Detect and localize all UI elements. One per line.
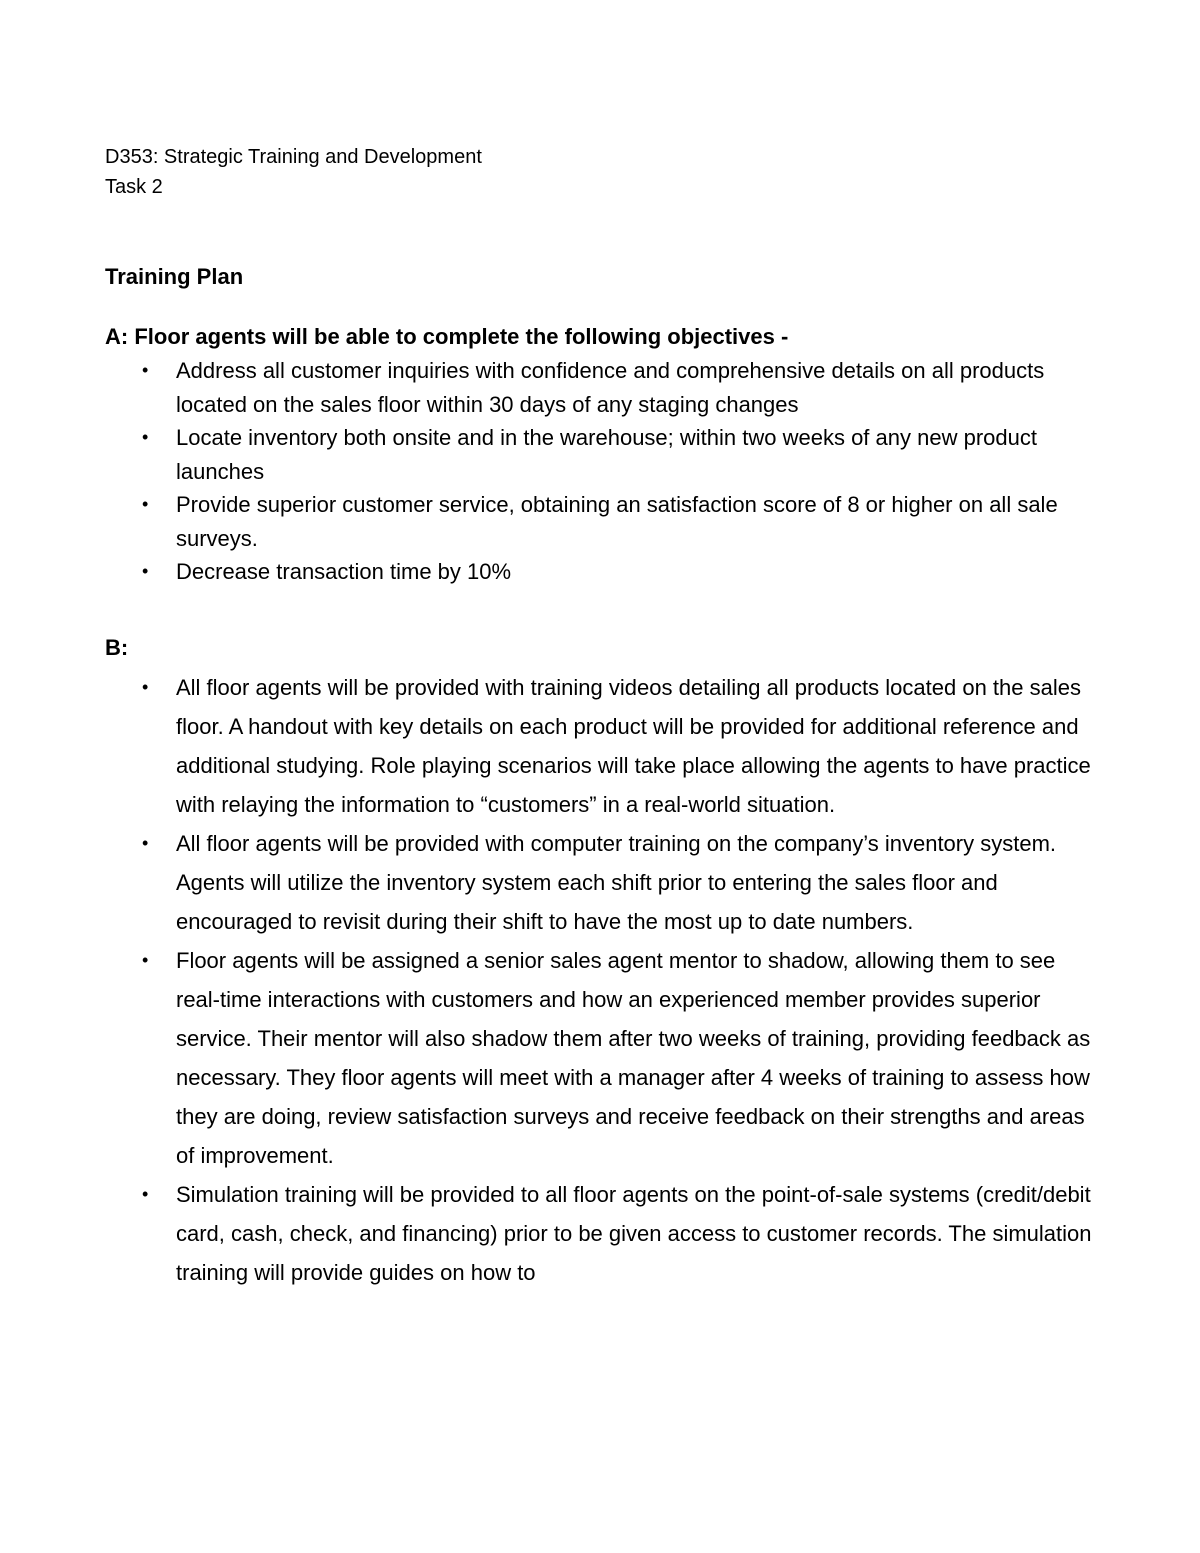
bullet-icon: • (142, 949, 149, 970)
section-a-list (105, 354, 1100, 589)
bullet-icon: • (142, 427, 149, 447)
section-a-heading: A: Floor agents will be able to complete the following objectives - (105, 324, 789, 349)
list-item-text: Decrease transaction time by 10% (176, 559, 512, 584)
list-item-text: All floor agents will be provided with training videos detailing all products located on the sales floor. A handout with key details on each product will be provided for additional reference and additional studying. Role playing scenarios will take place allowing the agents to have practice with relaying the information to “customers” in a real-world situation. (176, 674, 1091, 817)
list-item (105, 488, 1100, 555)
list-item-text: Locate inventory both onsite and in the warehouse; within two weeks of any new product launches (176, 425, 1037, 484)
bullet-icon: • (142, 561, 149, 581)
section-b-heading: B: (105, 634, 129, 660)
bullet-icon: • (142, 832, 149, 853)
bullet-icon: • (142, 494, 149, 514)
list-item-text: Address all customer inquiries with confidence and comprehensive details on all products located on the sales floor within 30 days of any staging changes (176, 358, 1045, 417)
task-label: Task 2 (105, 176, 163, 198)
bullet-icon: • (142, 360, 149, 380)
section-b-list (105, 668, 1100, 1292)
list-item (105, 354, 1100, 421)
document-body (105, 142, 1100, 1292)
list-item-text: All floor agents will be provided with computer training on the company’s inventory system. Agents will utilize the inventory system each shift prior to entering the sales floor and encouraged to revisit during their shift to have the most up to date numbers. (176, 830, 1057, 934)
bullet-icon: • (142, 1183, 149, 1204)
list-item (105, 941, 1100, 1175)
list-item (105, 555, 1100, 589)
list-item-text: Floor agents will be assigned a senior sales agent mentor to shadow, allowing them to see real-time interactions with customers and how an experienced member provides superior service. Their mentor will also shadow them after two weeks of training, providing feedback as necessary. They floor agents will meet with a manager after 4 weeks of training to assess how they are doing, review satisfaction surveys and receive feedback on their strengths and areas of improvement. (176, 947, 1091, 1168)
list-item (105, 668, 1100, 824)
list-item (105, 421, 1100, 488)
list-item-text: Provide superior customer service, obtaining an satisfaction score of 8 or higher on all sale surveys. (176, 492, 1058, 551)
training-plan-title: Training Plan (105, 264, 244, 289)
list-item (105, 1175, 1100, 1292)
bullet-icon: • (142, 676, 149, 697)
list-item-text: Simulation training will be provided to all floor agents on the point-of-sale systems (credit/debit card, cash, check, and financing) prior to be given access to customer records. The simulation training will provide guides on how to (176, 1181, 1092, 1285)
list-item (105, 824, 1100, 941)
course-title: D353: Strategic Training and Development (105, 146, 482, 168)
